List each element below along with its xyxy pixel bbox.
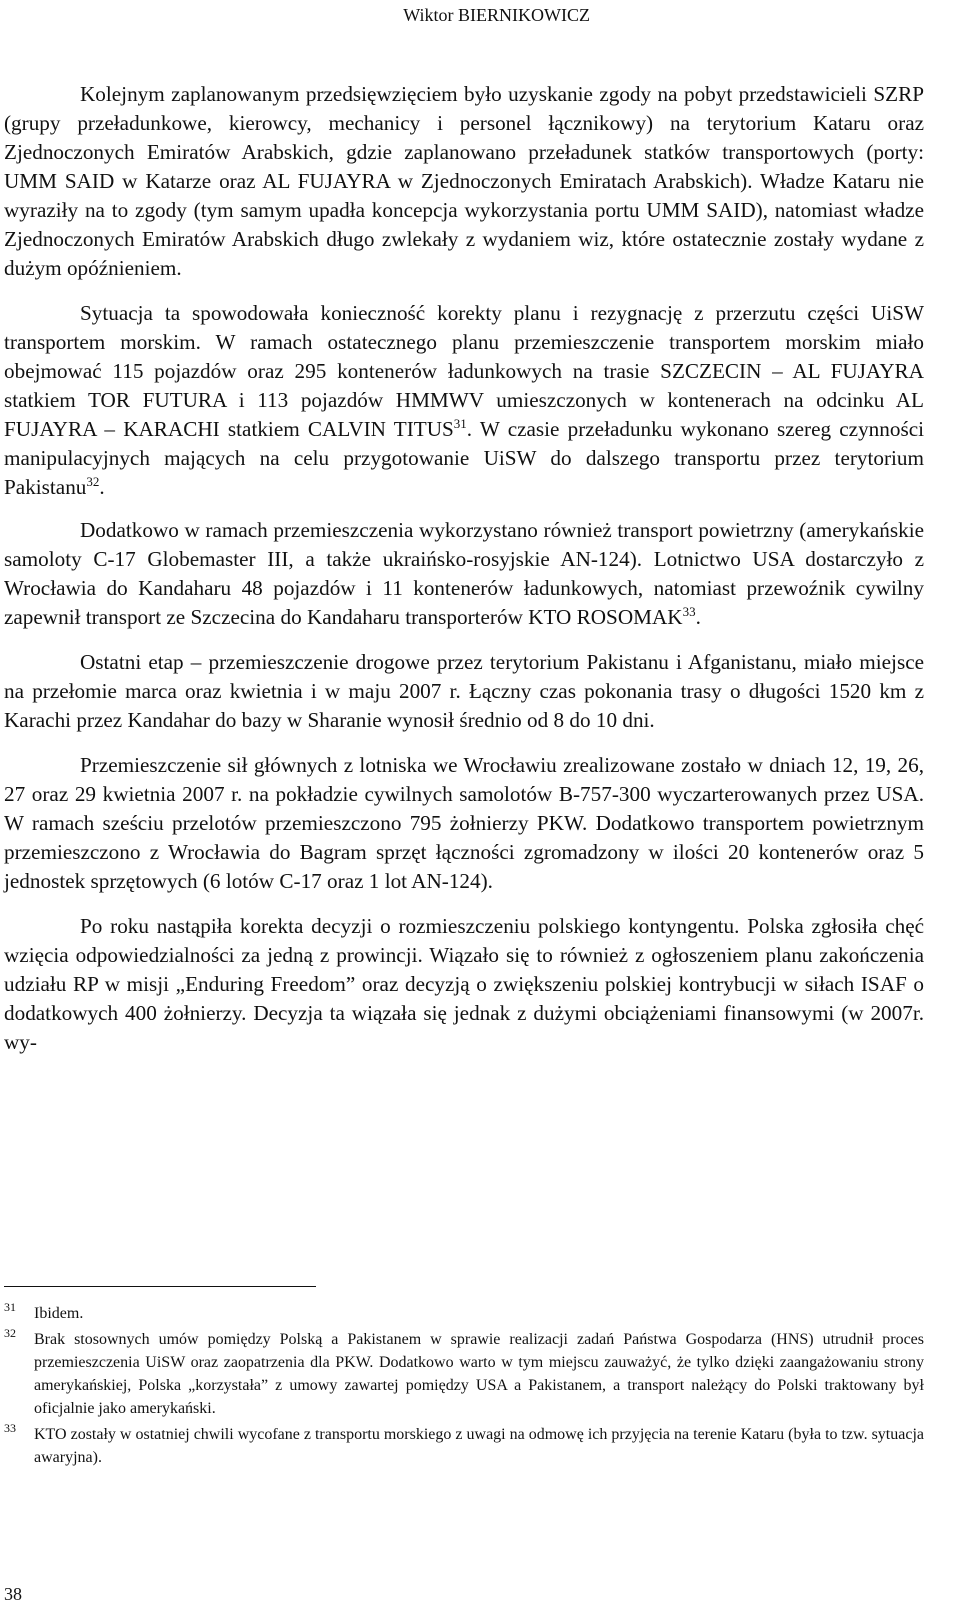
footnote-ref-33[interactable]: 33 [682, 604, 696, 619]
paragraph-2-text-c: . [99, 475, 105, 499]
paragraph-2 [4, 299, 924, 502]
paragraph-3-text-b: . [695, 605, 701, 629]
footnotes [4, 1302, 924, 1472]
footnote-separator [4, 1286, 316, 1287]
header-author: Wiktor BIERNIKOWICZ [403, 5, 590, 25]
paragraph-4: Ostatni etap – przemieszczenie drogowe przez terytorium Pakistanu i Afganistanu, miało miejsce na przełomie marca oraz kwietnia i w maju 2007 r. Łączny czas pokonania trasy o długości 1520 km z Karachi przez Kandahar do bazy w Sharanie wynosił średnio od 8 do 10 dni. [4, 650, 924, 732]
footnote-text: Brak stosownych umów pomiędzy Polską a Pakistanem w sprawie realizacji zadań Państwa Gospodarza (HNS) utrudnił proces przemieszczenia UiSW oraz zaopatrzenia dla PKW. Dodatkowo warto w tym miejscu zauważyć, że tylko dzięki zaangażowaniu strony amerykańskiej, Polska „korzystała” z umowy zawartej pomiędzy USA a Pakistanem, a transport należący do Polski traktowany był oficjalnie jako amerykański. [34, 1331, 924, 1417]
footnote-number: 33 [4, 1421, 16, 1435]
paragraph-2-text-b: . W czasie przeładunku wykonano szereg czynności manipulacyjnych mających na celu przygotowanie UiSW do dalszego transportu przez terytorium Pakistanu [4, 417, 924, 499]
running-header [0, 4, 960, 26]
footnote-32 [4, 1328, 924, 1420]
footnote-31 [4, 1302, 924, 1325]
page-number: 38 [4, 1584, 22, 1604]
paragraph-6: Po roku nastąpiła korekta decyzji o rozmieszczeniu polskiego kontyngentu. Polska zgłosiła chęć wzięcia odpowiedzialności za jedną z prowincji. Wiązało się to również z ogłoszeniem planu zakończenia udziału RP w misji „Enduring Freedom” oraz decyzją o zwiększeniu polskiej kontrybucji w siłach ISAF o dodatkowych 400 żołnierzy. Decyzja ta wiązała się jednak z dużymi obciążeniami finansowymi (w 2007r. wy- [4, 914, 924, 1054]
paragraph-5: Przemieszczenie sił głównych z lotniska we Wrocławiu zrealizowane zostało w dniach 12, 19, 26, 27 oraz 29 kwietnia 2007 r. na pokładzie cywilnych samolotów B-757-300 wyczarterowanych przez USA. W ramach sześciu przelotów przemieszczono 795 żołnierzy PKW. Dodatkowo transportem powietrznym przemieszczono z Wrocławia do Bagram sprzęt łączności zgromadzony w ilości 20 kontenerów oraz 5 jednostek sprzętowych (6 lotów C-17 oraz 1 lot AN-124). [4, 753, 924, 893]
body-text [4, 80, 924, 1073]
footnote-number: 32 [4, 1326, 16, 1340]
paragraph-1: Kolejnym zaplanowanym przedsięwzięciem było uzyskanie zgody na pobyt przedstawicieli SZRP (grupy przeładunkowe, kierowcy, mechanicy i personel łącznikowy) na terytorium Kataru oraz Zjednoczonych Emiratów Arabskich, gdzie zaplanowano przeładunek statków transportowych (porty: UMM SAID w Katarze oraz AL FUJAYRA w Zjednoczonych Emiratach Arabskich). Władze Kataru nie wyraziły na to zgody (tym samym upadła koncepcja wykorzystania portu UMM SAID), natomiast władze Zjednoczonych Emiratów Arabskich długo zwlekały z wydaniem wiz, które ostatecznie zostały wydane z dużym opóźnieniem. [4, 82, 924, 280]
footnote-33 [4, 1423, 924, 1469]
footnote-number: 31 [4, 1300, 16, 1314]
footnote-text: KTO zostały w ostatniej chwili wycofane z transportu morskiego z uwagi na odmowę ich przyjęcia na terenie Kataru (była to tzw. sytuacja awaryjna). [34, 1426, 924, 1466]
footnote-ref-31[interactable]: 31 [453, 416, 467, 431]
footnote-ref-32[interactable]: 32 [86, 474, 100, 489]
footnote-text: Ibidem. [34, 1305, 84, 1322]
paragraph-3-text-a: Dodatkowo w ramach przemieszczenia wykorzystano również transport powietrzny (amerykańskie samoloty C-17 Globemaster III, a także ukraińsko-rosyjskie AN-124). Lotnictwo USA dostarczyło z Wrocławia do Kandaharu 48 pojazdów i 11 kontenerów ładunkowych, natomiast przewoźnik cywilny zapewnił transport ze Szczecina do Kandaharu transporterów KTO ROSOMAK [4, 518, 924, 629]
paragraph-3 [4, 516, 924, 632]
paragraph-2-text-a: Sytuacja ta spowodowała konieczność korekty planu i rezygnację z przerzutu części UiSW transportem morskim. W ramach ostatecznego planu przemieszczenie transportem morskim miało obejmować 115 pojazdów oraz 295 kontenerów ładunkowych na trasie SZCZECIN – AL FUJAYRA statkiem TOR FUTURA i 113 pojazdów HMMWV umieszczonych w kontenerach na odcinku AL FUJAYRA – KARACHI statkiem CALVIN TITUS [4, 301, 924, 441]
